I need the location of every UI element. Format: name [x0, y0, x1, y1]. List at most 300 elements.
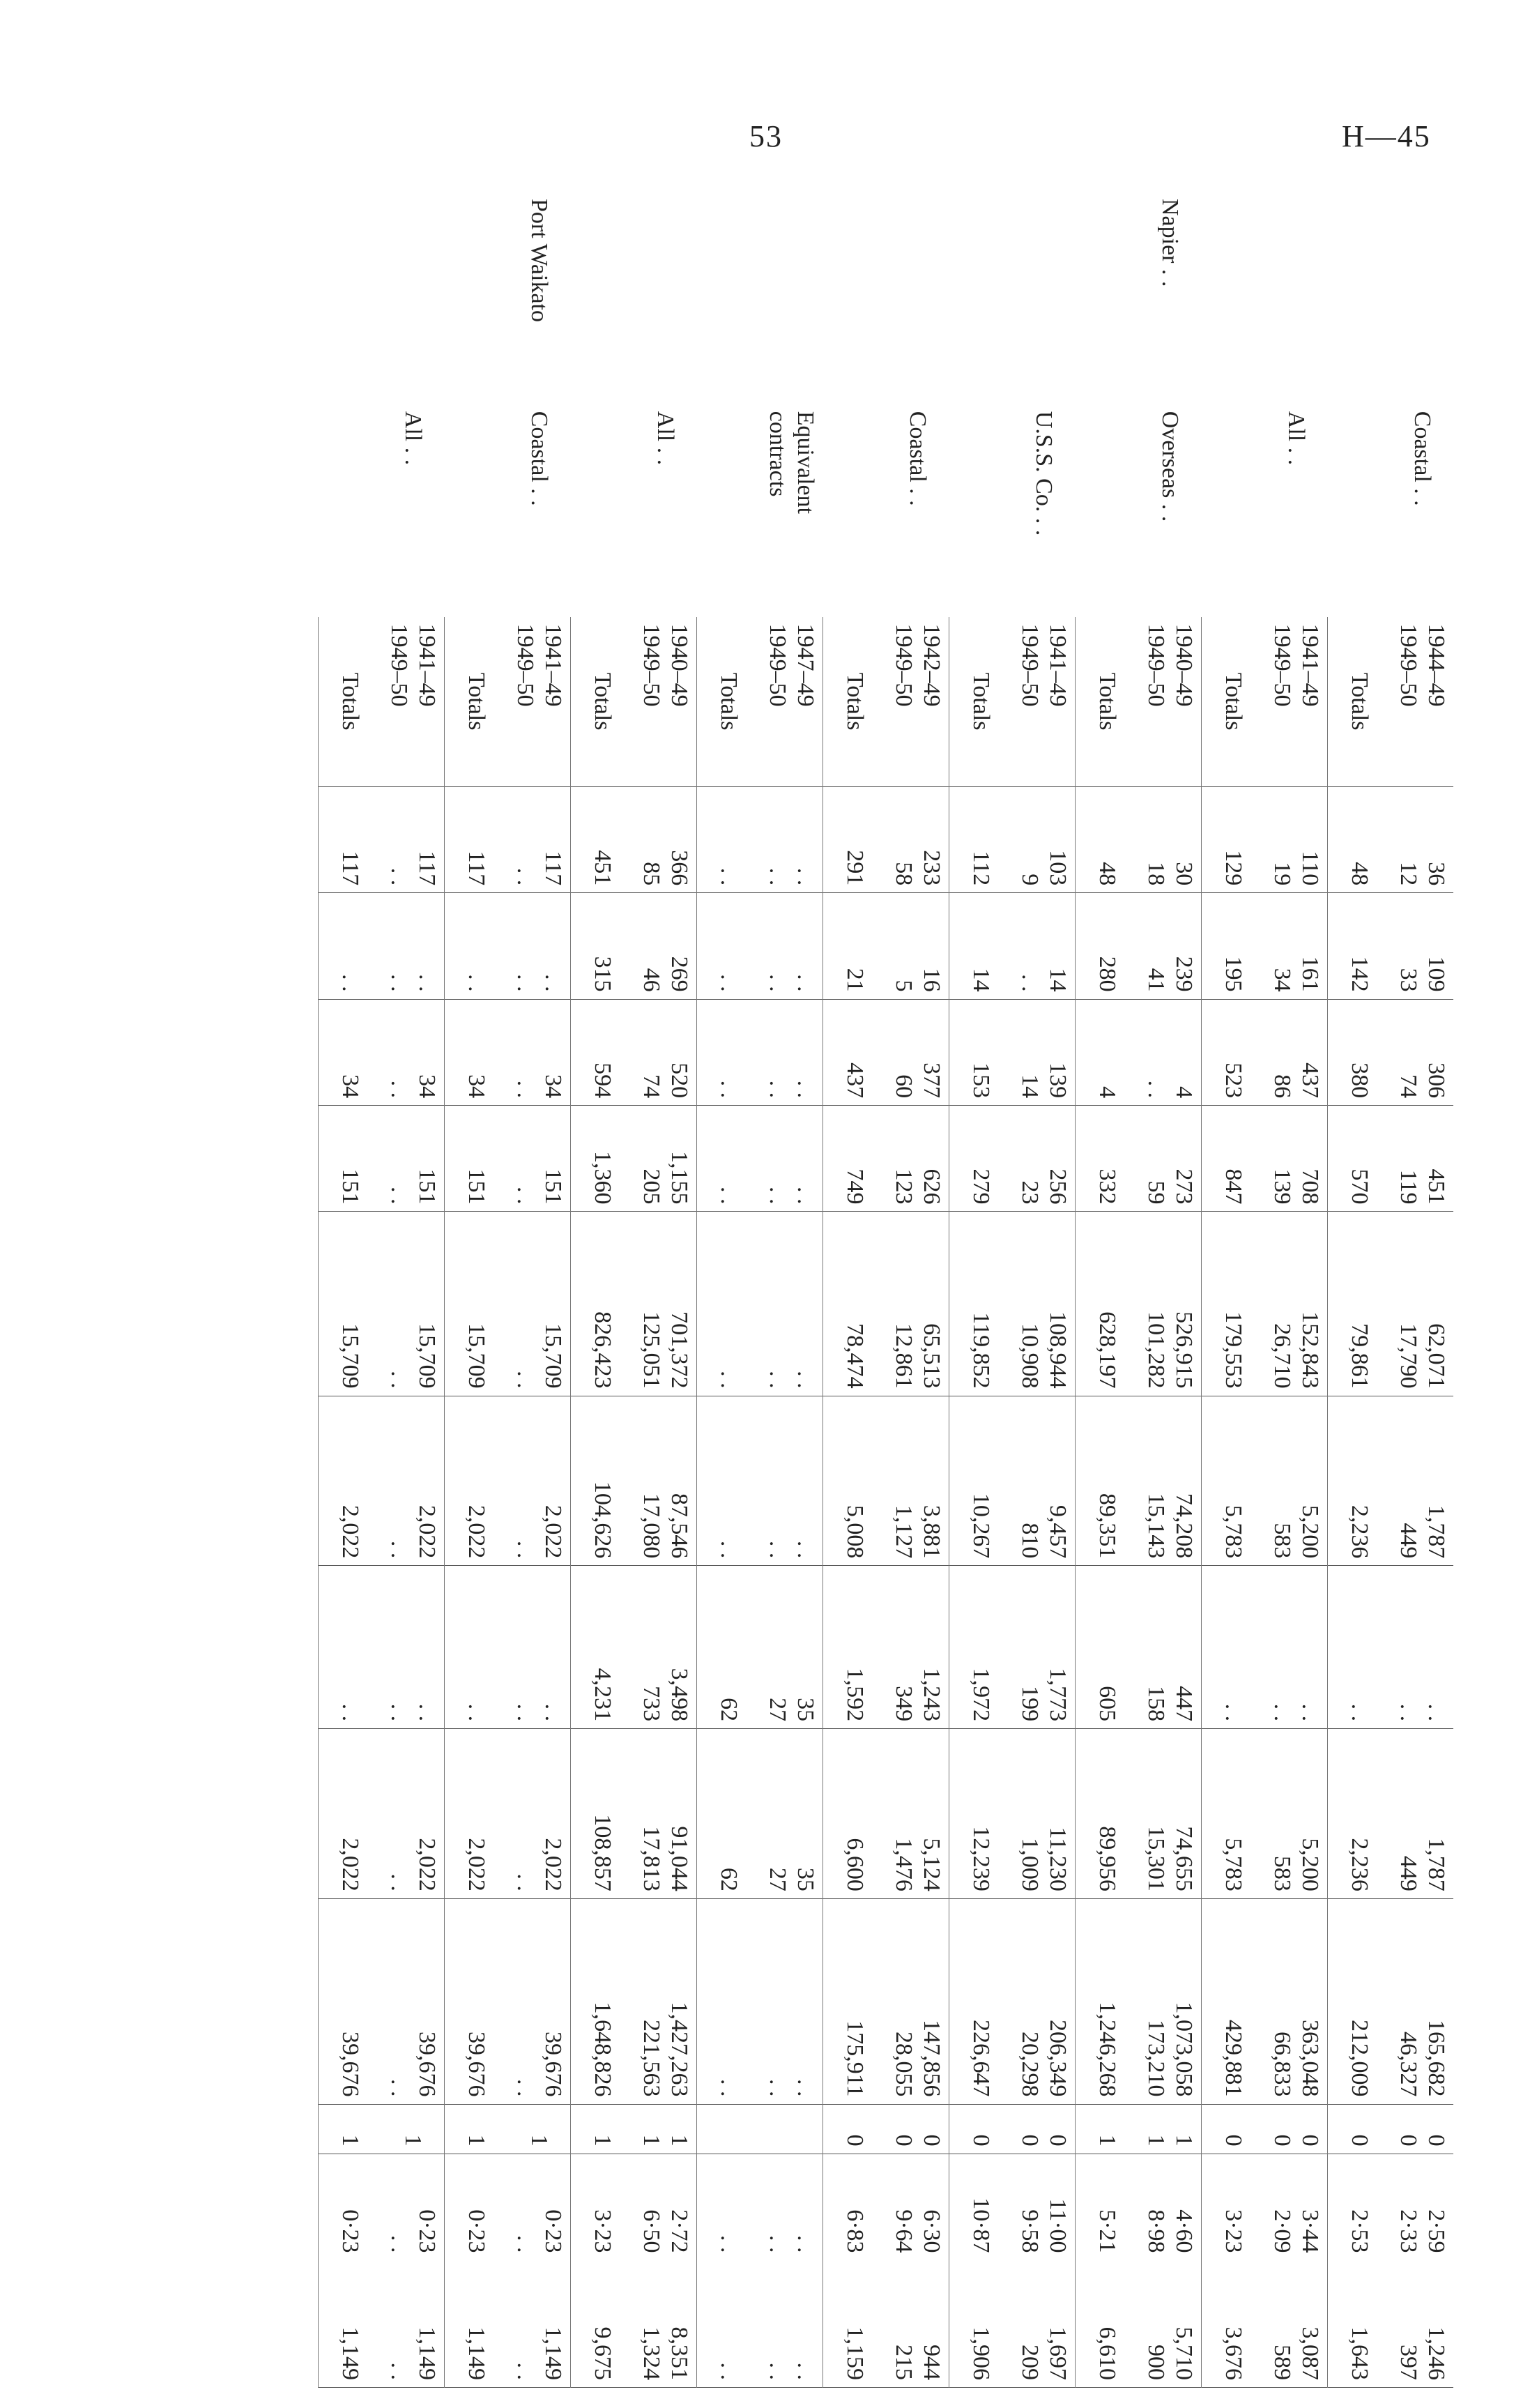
trade-cell — [1138, 404, 1202, 617]
cell-line: 28,055 — [891, 2032, 917, 2097]
value-cell — [949, 1898, 1013, 2104]
cell-line: 79,861 — [1347, 1323, 1372, 1389]
period-cell — [1012, 617, 1076, 787]
cell-line: 0·23 — [414, 2209, 440, 2253]
cell-line: 3·23 — [590, 2209, 615, 2253]
value-cell — [445, 1396, 508, 1566]
cell-line: Totals — [1221, 672, 1246, 731]
cell-line: 3,087 — [1297, 2326, 1323, 2380]
cell-line: . . — [716, 867, 742, 886]
cell-line: 4·60 — [1171, 2209, 1197, 2253]
value-cell — [634, 1396, 697, 1566]
cell-line: 605 — [1094, 1686, 1120, 1722]
table-row — [1012, 192, 1076, 2388]
cell-line: 380 — [1347, 1062, 1372, 1099]
cell-line: . . — [414, 1703, 440, 1722]
trade-cell — [1328, 404, 1391, 617]
cell-line: Totals — [590, 672, 615, 731]
cell-line: . . — [765, 1080, 790, 1099]
value-cell — [760, 893, 823, 999]
cell-line: . . — [512, 1873, 538, 1891]
period-cell — [445, 617, 508, 787]
cell-line: . . — [512, 2079, 538, 2097]
cell-line: 8·98 — [1143, 2209, 1169, 2253]
cell-line: 1,476 — [891, 1838, 917, 1891]
value-cell — [886, 1106, 949, 1212]
period-cell — [1391, 617, 1453, 787]
value-cell — [949, 999, 1013, 1105]
value-cell — [381, 1566, 445, 1729]
value-cell — [1264, 1106, 1328, 1212]
cell-line: 0 — [1395, 2134, 1421, 2147]
cell-line: All . . — [400, 411, 427, 466]
value-cell — [445, 999, 508, 1105]
cell-line: 101,282 — [1143, 1311, 1169, 1389]
cell-line: . . — [386, 1540, 412, 1559]
cell-line: 39,676 — [464, 2032, 489, 2097]
value-cell — [1264, 893, 1328, 999]
value-cell — [1076, 2104, 1139, 2154]
value-cell — [886, 1898, 949, 2104]
cell-line: 16 — [919, 968, 944, 992]
value-cell — [507, 1898, 571, 2104]
cell-line: . . — [793, 1540, 818, 1559]
value-cell — [571, 1566, 634, 1729]
cell-line: 2,022 — [464, 1838, 489, 1891]
value-cell — [1138, 2260, 1202, 2388]
value-cell — [1391, 1396, 1453, 1566]
trade-cell — [760, 404, 823, 617]
period-cell — [949, 617, 1013, 787]
cell-line: 74,208 — [1171, 1493, 1197, 1559]
cell-line: 151 — [414, 1168, 440, 1205]
cell-line: . . — [793, 867, 818, 886]
value-cell — [886, 786, 949, 892]
cell-line: 1,773 — [1045, 1668, 1071, 1722]
cell-line: 1941–49 — [540, 623, 566, 707]
cell-line: 1 — [1171, 2134, 1197, 2147]
cell-line: 117 — [337, 851, 363, 886]
period-cell — [823, 617, 887, 787]
cell-line: 5·21 — [1094, 2209, 1120, 2253]
cell-line: Coastal . . — [1409, 411, 1435, 506]
table-row — [571, 192, 634, 2388]
value-cell — [1012, 1212, 1076, 1396]
cell-line: 14 — [968, 968, 994, 992]
value-cell — [823, 2154, 887, 2260]
value-cell — [634, 2104, 697, 2154]
cell-line: 6·30 — [919, 2209, 944, 2253]
value-cell — [886, 1212, 949, 1396]
cell-line: . . — [512, 974, 538, 992]
cell-line: 1,073,058 — [1171, 2002, 1197, 2097]
cell-line: 1949–50 — [638, 623, 664, 707]
cell-line: 152,843 — [1297, 1311, 1323, 1389]
value-cell — [886, 2104, 949, 2154]
cell-line: 5,783 — [1221, 1504, 1246, 1559]
value-cell — [381, 1106, 445, 1212]
cell-line: 9 — [1017, 874, 1043, 886]
value-cell — [1138, 2154, 1202, 2260]
value-cell — [760, 999, 823, 1105]
table-row — [634, 192, 697, 2388]
cell-line: 8,351 — [666, 2326, 692, 2380]
table-row — [381, 192, 445, 2388]
value-cell — [1202, 999, 1265, 1105]
cell-line: 0 — [919, 2134, 944, 2147]
cell-line: 5,200 — [1297, 1838, 1323, 1891]
table-row — [823, 192, 887, 2388]
cell-line: . . — [765, 2235, 790, 2253]
value-cell — [1328, 999, 1391, 1105]
cell-line: 117 — [540, 851, 566, 886]
cell-line: 1,697 — [1045, 2326, 1071, 2380]
cell-line: 62 — [716, 1867, 742, 1891]
period-cell — [1138, 617, 1202, 787]
value-cell — [445, 893, 508, 999]
cell-line: 33 — [1395, 968, 1421, 992]
cell-line: . . — [716, 1080, 742, 1099]
cell-line: . . — [716, 1186, 742, 1205]
cell-line: 1,787 — [1423, 1838, 1449, 1891]
cell-line: 112 — [968, 851, 994, 886]
cell-line: . . — [337, 974, 363, 992]
value-cell — [886, 893, 949, 999]
cell-line: 1,246,268 — [1094, 2002, 1120, 2097]
cell-line: 89,351 — [1094, 1493, 1120, 1559]
cell-line: 583 — [1269, 1855, 1295, 1891]
value-cell — [1012, 1396, 1076, 1566]
cell-line: . . — [386, 2362, 412, 2380]
value-cell — [823, 786, 887, 892]
value-cell — [886, 1729, 949, 1899]
cell-line: 30 — [1171, 862, 1197, 886]
cell-line: 15,709 — [414, 1323, 440, 1389]
value-cell — [634, 2154, 697, 2260]
cell-line: 1,427,263 — [666, 2002, 692, 2097]
table-row — [1391, 192, 1453, 2388]
port-cell — [886, 192, 949, 404]
value-cell — [507, 893, 571, 999]
cell-line: 269 — [666, 956, 692, 992]
cell-line: 2,022 — [414, 1838, 440, 1891]
value-cell — [507, 786, 571, 892]
cell-line: 1 — [1143, 2134, 1169, 2147]
cell-line: 34 — [464, 1074, 489, 1099]
cell-line: 239 — [1171, 956, 1197, 992]
cell-line: . . — [386, 1186, 412, 1205]
cell-line: 139 — [1045, 1062, 1071, 1099]
cell-line: . . — [512, 2235, 538, 2253]
cell-line: 158 — [1143, 1686, 1169, 1722]
value-cell — [634, 786, 697, 892]
cell-line: 2,236 — [1347, 1838, 1372, 1891]
cell-line: . . — [386, 974, 412, 992]
cell-line: 900 — [1143, 2345, 1169, 2380]
cell-line: 15,709 — [464, 1323, 489, 1389]
cell-line: 23 — [1017, 1180, 1043, 1205]
value-cell — [1012, 1566, 1076, 1729]
cell-line: 1949–50 — [386, 623, 412, 707]
cell-line: 108,944 — [1045, 1311, 1071, 1389]
value-cell — [823, 999, 887, 1105]
port-cell — [1012, 192, 1076, 404]
cell-line: . . — [716, 1371, 742, 1389]
cell-line: 9·64 — [891, 2209, 917, 2253]
value-cell — [1076, 1729, 1139, 1899]
cell-line: 1949–50 — [1395, 623, 1421, 707]
value-cell — [1202, 1566, 1265, 1729]
cell-line: 41 — [1143, 968, 1169, 992]
cell-line: 570 — [1347, 1168, 1372, 1205]
cell-line: U.S.S. Co. . . — [1031, 411, 1057, 536]
cell-line: 17,813 — [638, 1826, 664, 1891]
table-row — [1138, 192, 1202, 2388]
cell-line: 1940–49 — [666, 623, 692, 707]
value-cell — [760, 1566, 823, 1729]
cell-line: 1949–50 — [1017, 623, 1043, 707]
value-cell — [445, 2154, 508, 2260]
value-cell — [1264, 1566, 1328, 1729]
value-cell — [823, 1566, 887, 1729]
value-cell — [1202, 2104, 1265, 2154]
cell-line: Totals — [1094, 672, 1120, 731]
cell-line: 233 — [919, 850, 944, 886]
value-cell — [760, 2260, 823, 2388]
value-cell — [760, 2104, 823, 2154]
cell-line: . . — [793, 2079, 818, 2097]
table-row — [507, 192, 571, 2388]
value-cell — [507, 1212, 571, 1396]
cell-line: 4 — [1171, 1086, 1197, 1099]
cell-line: 589 — [1269, 2345, 1295, 2380]
value-cell — [1076, 1212, 1139, 1396]
port-cell — [381, 192, 445, 404]
cell-line: 0·23 — [337, 2209, 363, 2253]
cell-line: 1,324 — [638, 2326, 664, 2380]
cell-line: 129 — [1221, 850, 1246, 886]
value-cell — [1264, 2260, 1328, 2388]
value-cell — [886, 2260, 949, 2388]
cell-line: 4,231 — [590, 1668, 615, 1722]
cell-line: . . — [765, 1186, 790, 1205]
value-cell — [445, 1566, 508, 1729]
cell-line: 46 — [638, 968, 664, 992]
value-cell — [697, 1212, 760, 1396]
value-cell — [1202, 1729, 1265, 1899]
port-cell — [319, 192, 382, 404]
cell-line: 34 — [414, 1074, 440, 1099]
cell-line: 179,553 — [1221, 1311, 1246, 1389]
value-cell — [697, 2260, 760, 2388]
cell-line: 142 — [1347, 956, 1372, 992]
cell-line: 65,513 — [919, 1323, 944, 1389]
cell-line: 151 — [464, 1168, 489, 1205]
port-cell — [1264, 192, 1328, 404]
value-cell — [1138, 893, 1202, 999]
cell-line: 628,197 — [1094, 1311, 1120, 1389]
cell-line: 1,906 — [968, 2326, 994, 2380]
cell-line: 0 — [1045, 2134, 1071, 2147]
cell-line: 209 — [1017, 2345, 1043, 2380]
value-cell — [1138, 1396, 1202, 1566]
cell-line: 1 — [337, 2134, 363, 2147]
cell-line: 0 — [1297, 2134, 1323, 2147]
cell-line: 5,200 — [1297, 1504, 1323, 1559]
value-cell — [1012, 1898, 1076, 2104]
cell-line: 0·23 — [540, 2209, 566, 2253]
cell-line: 6·83 — [842, 2209, 868, 2253]
cell-line: 1,149 — [337, 2326, 363, 2380]
cell-line: 35 — [793, 1698, 818, 1722]
value-cell — [634, 1729, 697, 1899]
cell-line: 39,676 — [540, 2032, 566, 2097]
value-cell — [571, 2260, 634, 2388]
value-cell — [1264, 2154, 1328, 2260]
trade-cell — [1391, 404, 1453, 617]
port-cell — [949, 192, 1013, 404]
cell-line: 5 — [891, 980, 917, 992]
value-cell — [319, 1106, 382, 1212]
value-cell — [886, 1566, 949, 1729]
cell-line: 205 — [638, 1168, 664, 1205]
cell-line: . . — [765, 1371, 790, 1389]
trade-cell — [1076, 404, 1139, 617]
period-cell — [886, 617, 949, 787]
period-cell — [319, 617, 382, 787]
port-cell — [697, 192, 760, 404]
cell-line: 27 — [765, 1698, 790, 1722]
port-cell — [823, 192, 887, 404]
value-cell — [1264, 786, 1328, 892]
value-cell — [823, 1212, 887, 1396]
cell-line: . . — [765, 867, 790, 886]
cell-line: 153 — [968, 1062, 994, 1099]
cell-line: 944 — [919, 2345, 944, 2380]
paper-reference: H—45 — [1342, 119, 1431, 153]
cell-line: 1949–50 — [891, 623, 917, 707]
cell-line: 733 — [638, 1686, 664, 1722]
cell-line: 17,080 — [638, 1493, 664, 1559]
cell-line: 0 — [1017, 2134, 1043, 2147]
value-cell — [697, 1898, 760, 2104]
value-cell — [949, 1106, 1013, 1212]
cell-line: 195 — [1221, 956, 1246, 992]
cell-line: . . — [1143, 1080, 1169, 1099]
cell-line: 1,360 — [590, 1150, 615, 1205]
value-cell — [1202, 2154, 1265, 2260]
cell-line: 2·33 — [1395, 2209, 1421, 2253]
value-cell — [381, 786, 445, 892]
cell-line: . . — [540, 1703, 566, 1722]
value-cell — [1391, 2154, 1453, 2260]
value-cell — [1138, 1898, 1202, 2104]
cell-line: contracts — [765, 411, 791, 497]
period-cell — [1202, 617, 1265, 787]
cell-line: . . — [716, 2362, 742, 2380]
value-cell — [571, 2154, 634, 2260]
trade-cell — [571, 404, 634, 617]
value-cell — [1076, 1106, 1139, 1212]
value-cell — [634, 1106, 697, 1212]
cell-line: . . — [512, 1186, 538, 1205]
cell-line: 1,155 — [666, 1150, 692, 1205]
value-cell — [1138, 1566, 1202, 1729]
value-cell — [319, 1566, 382, 1729]
value-cell — [1391, 1898, 1453, 2104]
cell-line: 6,600 — [842, 1838, 868, 1891]
port-cell — [1328, 192, 1391, 404]
value-cell — [886, 2154, 949, 2260]
value-cell — [507, 1106, 571, 1212]
cell-line: Napier . . — [1157, 199, 1184, 287]
cell-line: 1,243 — [919, 1668, 944, 1722]
value-cell — [381, 2260, 445, 2388]
cell-line: 1,159 — [842, 2326, 868, 2380]
cell-line: 437 — [842, 1062, 868, 1099]
table-row — [949, 192, 1013, 2388]
value-cell — [697, 893, 760, 999]
value-cell — [1138, 786, 1202, 892]
value-cell — [319, 786, 382, 892]
cell-line: 1,648,826 — [590, 2002, 615, 2097]
cell-line: . . — [765, 974, 790, 992]
cell-line: 1949–50 — [512, 623, 538, 707]
cell-line: . . — [512, 2362, 538, 2380]
value-cell — [319, 1212, 382, 1396]
cell-line: 6,610 — [1094, 2326, 1120, 2380]
value-cell — [445, 1729, 508, 1899]
cell-line: 1 — [400, 2134, 426, 2147]
value-cell — [1076, 786, 1139, 892]
cell-line: 1940–49 — [1171, 623, 1197, 707]
cell-line: 2,236 — [1347, 1504, 1372, 1559]
value-cell — [1076, 2154, 1139, 2260]
value-cell — [1391, 999, 1453, 1105]
cell-line: 15,709 — [337, 1323, 363, 1389]
value-cell — [1138, 1729, 1202, 1899]
value-cell — [507, 1566, 571, 1729]
cell-line: 526,915 — [1171, 1311, 1197, 1389]
cell-line: 0 — [1347, 2134, 1372, 2147]
value-cell — [634, 1566, 697, 1729]
port-cell — [1202, 192, 1265, 404]
cell-line: 2,022 — [337, 1838, 363, 1891]
value-cell — [1328, 1396, 1391, 1566]
cell-line: 74,655 — [1171, 1826, 1197, 1891]
trade-cell — [697, 404, 760, 617]
port-cell — [571, 192, 634, 404]
value-cell — [1202, 1396, 1265, 1566]
cell-line: 5,783 — [1221, 1838, 1246, 1891]
value-cell — [823, 1898, 887, 2104]
cell-line: 48 — [1094, 862, 1120, 886]
cell-line: 199 — [1017, 1686, 1043, 1722]
cell-line: 523 — [1221, 1062, 1246, 1099]
value-cell — [319, 1898, 382, 2104]
cell-line: . . — [765, 2079, 790, 2097]
cell-line: 306 — [1423, 1062, 1449, 1099]
cell-line: 85 — [638, 862, 664, 886]
value-cell — [507, 2154, 571, 2260]
cell-line: All . . — [652, 411, 679, 466]
cell-line: 594 — [590, 1062, 615, 1099]
value-cell — [1012, 893, 1076, 999]
cell-line: 117 — [464, 851, 489, 886]
cell-line: 2,022 — [337, 1504, 363, 1559]
table-row — [1328, 192, 1391, 2388]
cell-line: 520 — [666, 1062, 692, 1099]
